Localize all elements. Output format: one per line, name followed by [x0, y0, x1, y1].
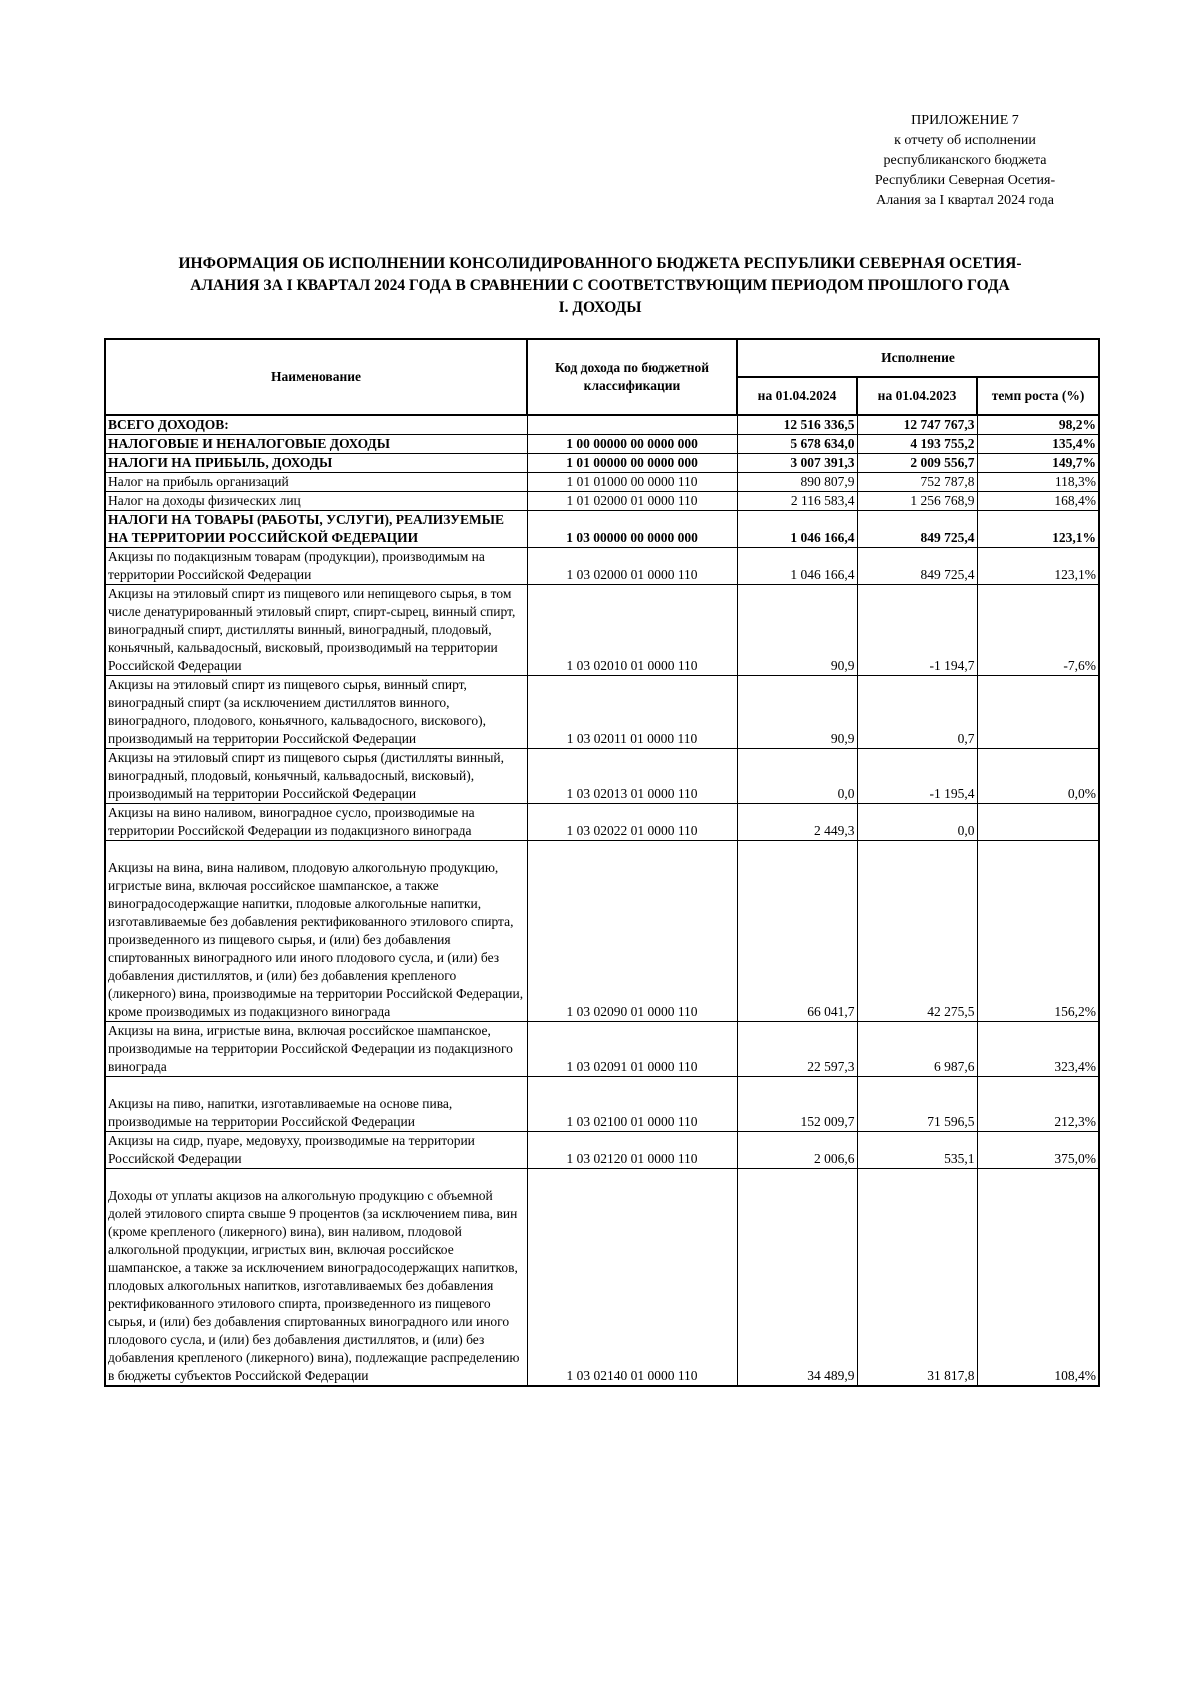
- header-code: Код дохода по бюджетной классификации: [527, 339, 737, 415]
- header-execution: Исполнение: [737, 339, 1099, 377]
- row-growth: 0,0%: [977, 749, 1099, 804]
- appendix-line: Республики Северная Осетия-: [874, 173, 1056, 188]
- row-growth: 108,4%: [977, 1169, 1099, 1387]
- row-value-2023: 849 725,4: [857, 511, 977, 548]
- row-growth: 98,2%: [977, 415, 1099, 435]
- row-code: 1 03 02091 01 0000 110: [527, 1022, 737, 1077]
- row-name: Доходы от уплаты акцизов на алкогольную продукцию с объемной долей этилового спирта свыше 9 процентов (за исключением пива, вин (кроме крепленого (ликерного) вина), вин наливом, плодовой алкогольной продукции, игристых вин, включая российское шампанское, а также за исключением виноградосодержащих напитков, плодовых алкогольных напитков, изготавливаемых без добавления ректификованного этилового спирта, произведенного из пищевого сырья, и (или) без добавления спиртованных виноградного или иного плодового сусла, и (или) без добавления дистиллятов, и (или) без добавления крепленого (ликерного) вина), подлежащие распределению в бюджеты субъектов Российской Федерации: [105, 1169, 527, 1387]
- row-value-2024: 152 009,7: [737, 1077, 857, 1132]
- row-value-2023: 0,0: [857, 804, 977, 841]
- appendix-line: республиканского бюджета: [883, 153, 1047, 168]
- row-value-2024: 890 807,9: [737, 473, 857, 492]
- row-value-2024: 2 116 583,4: [737, 492, 857, 511]
- row-name: Акцизы на пиво, напитки, изготавливаемые на основе пива, производимые на территории Российской Федерации: [105, 1077, 527, 1132]
- row-growth: 135,4%: [977, 435, 1099, 454]
- row-value-2023: 2 009 556,7: [857, 454, 977, 473]
- appendix-line: к отчету об исполнении: [894, 133, 1036, 148]
- row-name: Акцизы по подакцизным товарам (продукции), производимым на территории Российской Федерации: [105, 548, 527, 585]
- row-name: Акцизы на этиловый спирт из пищевого сырья, винный спирт, виноградный спирт (за исключением дистиллятов винного, виноградного, плодового, коньячного, кальвадосного, вискового), производимый на территории Российской Федерации: [105, 676, 527, 749]
- document-title: [100, 253, 1100, 319]
- row-growth: -7,6%: [977, 585, 1099, 676]
- table-row: [105, 749, 1099, 804]
- header-date-2023: на 01.04.2023: [857, 377, 977, 415]
- row-name: Акцизы на сидр, пуаре, медовуху, производимые на территории Российской Федерации: [105, 1132, 527, 1169]
- table-row: [105, 435, 1099, 454]
- header-date-2024: на 01.04.2024: [737, 377, 857, 415]
- row-growth: [977, 804, 1099, 841]
- row-name: Акцизы на этиловый спирт из пищевого сырья (дистилляты винный, виноградный, плодовый, коньячный, кальвадосный, висковый), производимый на территории Российской Федерации: [105, 749, 527, 804]
- row-growth: 168,4%: [977, 492, 1099, 511]
- row-code: 1 03 02140 01 0000 110: [527, 1169, 737, 1387]
- table-row: [105, 1022, 1099, 1077]
- table-row: [105, 1077, 1099, 1132]
- row-value-2023: -1 194,7: [857, 585, 977, 676]
- row-value-2024: 12 516 336,5: [737, 415, 857, 435]
- row-value-2023: 535,1: [857, 1132, 977, 1169]
- row-name: Налог на доходы физических лиц: [105, 492, 527, 511]
- row-value-2024: 2 449,3: [737, 804, 857, 841]
- appendix-line: ПРИЛОЖЕНИЕ 7: [911, 113, 1019, 128]
- row-value-2023: 12 747 767,3: [857, 415, 977, 435]
- row-code: 1 03 02011 01 0000 110: [527, 676, 737, 749]
- row-name: Акцизы на вино наливом, виноградное сусло, производимые на территории Российской Федерации из подакцизного винограда: [105, 804, 527, 841]
- row-growth: [977, 676, 1099, 749]
- row-value-2024: 2 006,6: [737, 1132, 857, 1169]
- row-code: 1 01 00000 00 0000 000: [527, 454, 737, 473]
- table-row: [105, 548, 1099, 585]
- title-line: ИНФОРМАЦИЯ ОБ ИСПОЛНЕНИИ КОНСОЛИДИРОВАННОГО БЮДЖЕТА РЕСПУБЛИКИ СЕВЕРНАЯ ОСЕТИЯ-: [178, 255, 1022, 272]
- row-value-2023: 1 256 768,9: [857, 492, 977, 511]
- appendix-header: [840, 111, 1090, 211]
- row-value-2023: 6 987,6: [857, 1022, 977, 1077]
- row-code: 1 03 02010 01 0000 110: [527, 585, 737, 676]
- row-value-2023: 0,7: [857, 676, 977, 749]
- row-value-2023: 42 275,5: [857, 841, 977, 1022]
- row-growth: 118,3%: [977, 473, 1099, 492]
- table-row: [105, 841, 1099, 1022]
- row-value-2024: 90,9: [737, 676, 857, 749]
- table-row: [105, 804, 1099, 841]
- row-value-2023: 31 817,8: [857, 1169, 977, 1387]
- appendix-line: Алания за I квартал 2024 года: [876, 193, 1054, 208]
- row-value-2024: 66 041,7: [737, 841, 857, 1022]
- row-growth: 212,3%: [977, 1077, 1099, 1132]
- row-value-2024: 90,9: [737, 585, 857, 676]
- row-name: Налог на прибыль организаций: [105, 473, 527, 492]
- row-value-2023: -1 195,4: [857, 749, 977, 804]
- table-row: [105, 473, 1099, 492]
- row-value-2024: 34 489,9: [737, 1169, 857, 1387]
- row-growth: 323,4%: [977, 1022, 1099, 1077]
- row-value-2024: 3 007 391,3: [737, 454, 857, 473]
- row-name: Акцизы на вина, игристые вина, включая российское шампанское, производимые на территории Российской Федерации из подакцизного винограда: [105, 1022, 527, 1077]
- row-growth: 123,1%: [977, 511, 1099, 548]
- row-value-2023: 752 787,8: [857, 473, 977, 492]
- header-name: Наименование: [105, 339, 527, 415]
- row-name: ВСЕГО ДОХОДОВ:: [105, 415, 527, 435]
- row-growth: 156,2%: [977, 841, 1099, 1022]
- row-name: Акцизы на этиловый спирт из пищевого или непищевого сырья, в том числе денатурированный этиловый спирт, спирт-сырец, винный спирт, виноградный спирт, дистилляты винный, виноградный, плодовый, коньячный, кальвадосный, висковый, производимый на территории Российской Федерации: [105, 585, 527, 676]
- table-row: [105, 676, 1099, 749]
- row-code: 1 03 02000 01 0000 110: [527, 548, 737, 585]
- row-value-2024: 22 597,3: [737, 1022, 857, 1077]
- row-code: 1 03 02022 01 0000 110: [527, 804, 737, 841]
- table-row: [105, 1169, 1099, 1387]
- row-code: 1 01 01000 00 0000 110: [527, 473, 737, 492]
- row-value-2023: 849 725,4: [857, 548, 977, 585]
- revenue-table: [104, 338, 1100, 1387]
- row-code: 1 03 02013 01 0000 110: [527, 749, 737, 804]
- row-name: НАЛОГИ НА ПРИБЫЛЬ, ДОХОДЫ: [105, 454, 527, 473]
- table-row: [105, 511, 1099, 548]
- table-row: [105, 454, 1099, 473]
- row-value-2024: 0,0: [737, 749, 857, 804]
- header-growth: темп роста (%): [977, 377, 1099, 415]
- row-code: 1 03 02120 01 0000 110: [527, 1132, 737, 1169]
- row-growth: 375,0%: [977, 1132, 1099, 1169]
- table-row: [105, 415, 1099, 435]
- row-code: 1 03 02090 01 0000 110: [527, 841, 737, 1022]
- row-name: Акцизы на вина, вина наливом, плодовую алкогольную продукцию, игристые вина, включая российское шампанское, а также виноградосодержащие напитки, плодовые алкогольные напитки, изготавливаемые без добавления ректификованного этилового спирта, произведенного из пищевого сырья, и (или) без добавления спиртованных виноградного или иного плодового сусла, и (или) без добавления дистиллятов, и (или) без добавления крепленого (ликерного) вина, производимые на территории Российской Федерации, кроме производимых из подакцизного винограда: [105, 841, 527, 1022]
- row-value-2023: 71 596,5: [857, 1077, 977, 1132]
- row-growth: 149,7%: [977, 454, 1099, 473]
- row-value-2024: 1 046 166,4: [737, 511, 857, 548]
- row-name: НАЛОГИ НА ТОВАРЫ (РАБОТЫ, УСЛУГИ), РЕАЛИЗУЕМЫЕ НА ТЕРРИТОРИИ РОССИЙСКОЙ ФЕДЕРАЦИИ: [105, 511, 527, 548]
- title-line: АЛАНИЯ ЗА I КВАРТАЛ 2024 ГОДА В СРАВНЕНИИ С СООТВЕТСТВУЮЩИМ ПЕРИОДОМ ПРОШЛОГО ГОДА: [190, 277, 1010, 294]
- row-code: 1 00 00000 00 0000 000: [527, 435, 737, 454]
- section-title: I. ДОХОДЫ: [558, 299, 642, 316]
- row-growth: 123,1%: [977, 548, 1099, 585]
- row-value-2024: 1 046 166,4: [737, 548, 857, 585]
- row-code: 1 03 02100 01 0000 110: [527, 1077, 737, 1132]
- row-value-2024: 5 678 634,0: [737, 435, 857, 454]
- row-code: [527, 415, 737, 435]
- row-name: НАЛОГОВЫЕ И НЕНАЛОГОВЫЕ ДОХОДЫ: [105, 435, 527, 454]
- row-value-2023: 4 193 755,2: [857, 435, 977, 454]
- table-row: [105, 1132, 1099, 1169]
- table-row: [105, 492, 1099, 511]
- table-row: [105, 585, 1099, 676]
- row-code: 1 01 02000 01 0000 110: [527, 492, 737, 511]
- row-code: 1 03 00000 00 0000 000: [527, 511, 737, 548]
